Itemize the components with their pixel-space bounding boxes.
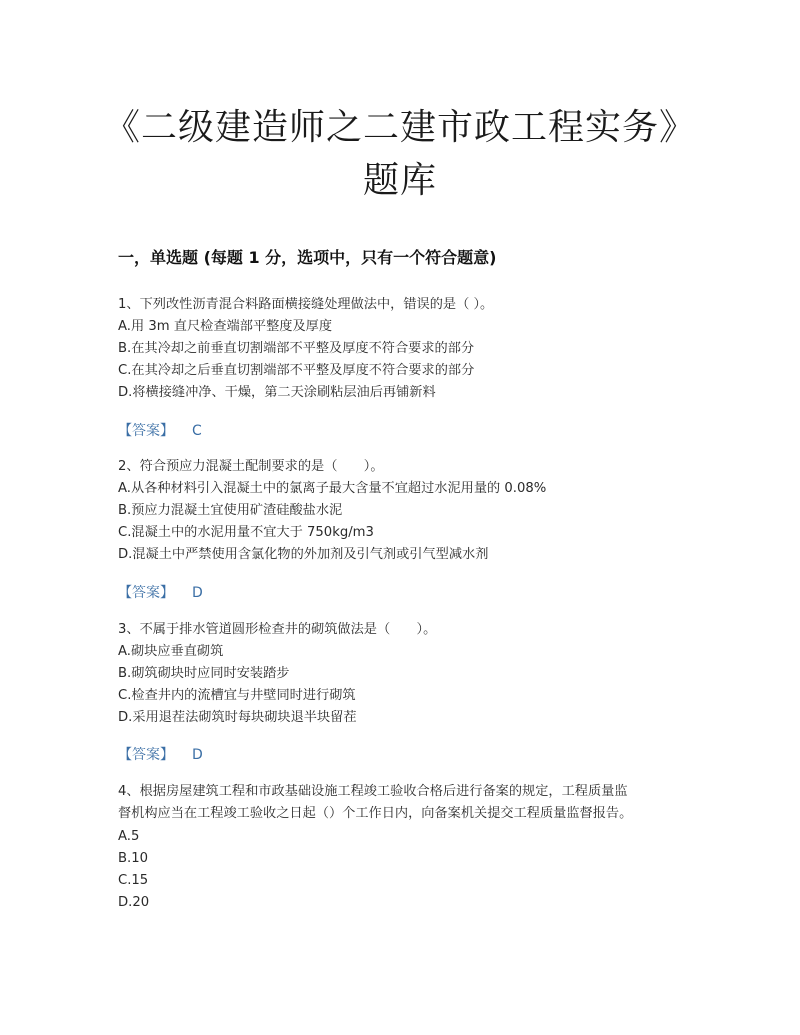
- answer-value: D: [192, 585, 203, 601]
- answer-value: D: [192, 747, 203, 763]
- question-option: B.预应力混凝土宜使用矿渣硅酸盐水泥: [118, 503, 343, 518]
- question-option: D.20: [118, 895, 150, 910]
- question-stem: 2、符合预应力混凝土配制要求的是（ ）。: [118, 459, 384, 474]
- question-stem-continued: 督机构应当在工程竣工验收之日起（）个工作日内，向备案机关提交工程质量监督报告。: [118, 806, 633, 821]
- question-option: D.采用退茬法砌筑时每块砌块退半块留茬: [118, 710, 357, 725]
- document-title: 《二级建造师之二建市政工程实务》: [103, 107, 696, 148]
- answer-line: [118, 421, 202, 441]
- question-option: C.检查井内的流槽宜与井壁同时进行砌筑: [118, 688, 356, 703]
- question-stem: 4、根据房屋建筑工程和市政基础设施工程竣工验收合格后进行备案的规定，工程质量监: [118, 784, 628, 799]
- answer-value: C: [192, 423, 202, 439]
- document-subtitle: 题库: [362, 160, 437, 201]
- question-option: C.15: [118, 873, 149, 888]
- answer-line: [118, 583, 203, 603]
- question-option: A.砌块应垂直砌筑: [118, 644, 224, 659]
- section-heading: 一，单选题 (每题 1 分，选项中，只有一个符合题意): [118, 248, 497, 267]
- question-option: C.在其冷却之后垂直切割端部不平整及厚度不符合要求的部分: [118, 363, 475, 378]
- question-option: A.5: [118, 829, 140, 844]
- question-option: A.用 3m 直尺检查端部平整度及厚度: [118, 319, 333, 334]
- question-option: C.混凝土中的水泥用量不宜大于 750kg/m3: [118, 525, 374, 540]
- question-option: A.从各种材料引入混凝土中的氯离子最大含量不宜超过水泥用量的 0.08%: [118, 481, 547, 496]
- question-option: B.10: [118, 851, 149, 866]
- answer-label: 【答案】: [118, 747, 174, 763]
- question-option: B.在其冷却之前垂直切割端部不平整及厚度不符合要求的部分: [118, 341, 475, 356]
- answer-label: 【答案】: [118, 585, 174, 601]
- question-option: D.混凝土中严禁使用含氯化物的外加剂及引气剂或引气型减水剂: [118, 547, 489, 562]
- question-stem: 1、下列改性沥青混合料路面横接缝处理做法中，错误的是（ ）。: [118, 297, 494, 312]
- question-stem: 3、不属于排水管道圆形检查井的砌筑做法是（ ）。: [118, 622, 437, 637]
- answer-label: 【答案】: [118, 423, 174, 439]
- answer-line: [118, 745, 203, 765]
- question-option: D.将横接缝冲净、干燥，第二天涂刷粘层油后再铺新料: [118, 385, 436, 400]
- question-option: B.砌筑砌块时应同时安装踏步: [118, 666, 290, 681]
